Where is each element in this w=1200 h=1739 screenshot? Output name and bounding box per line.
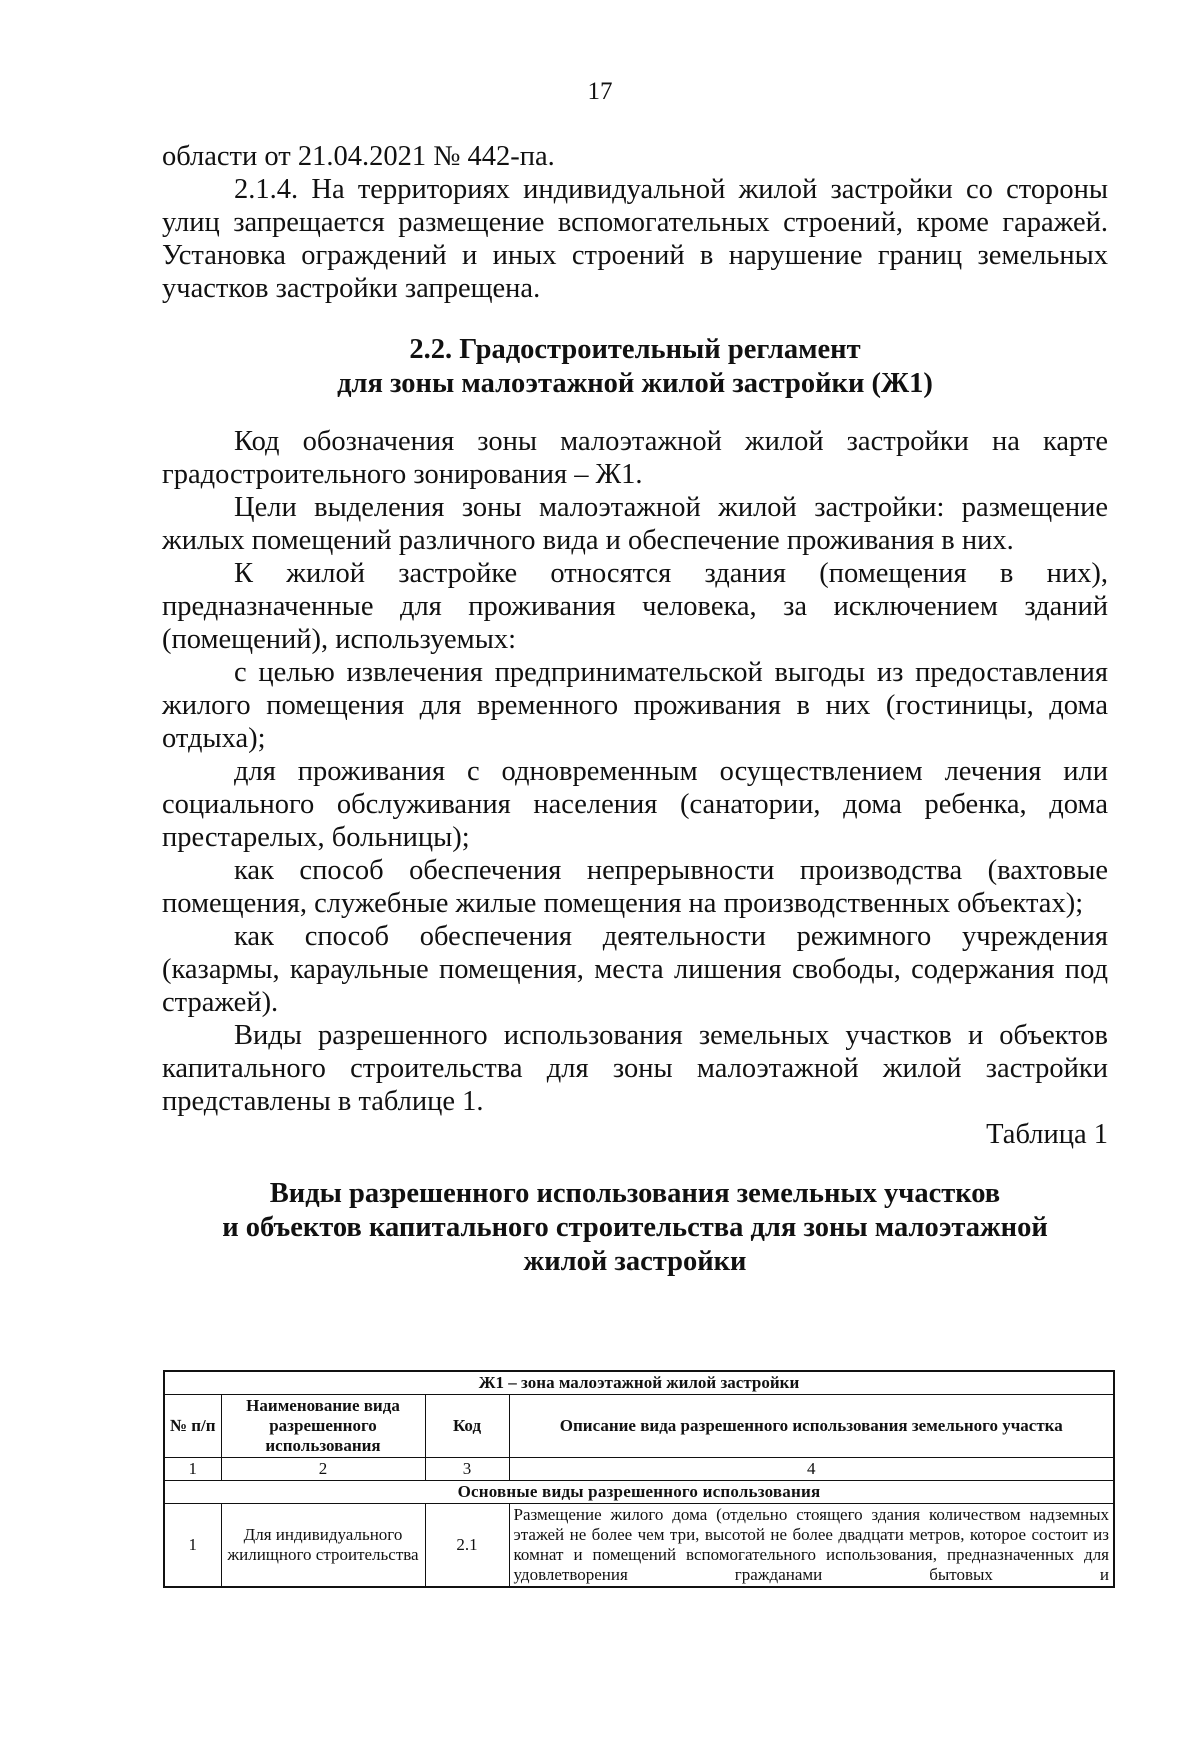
table-title-line3: жилой застройки	[523, 1246, 747, 1277]
header-num: № п/п	[164, 1395, 221, 1458]
column-number-1: 1	[164, 1458, 221, 1481]
header-desc: Описание вида разрешенного использования земельного участка	[509, 1395, 1114, 1458]
column-number-2: 2	[221, 1458, 425, 1481]
row-name: Для индивидуального жилищного строительства	[221, 1504, 425, 1588]
document-body	[162, 140, 1108, 1279]
section-heading-line2: для зоны малоэтажной жилой застройки (Ж1)	[337, 368, 933, 399]
paragraph-exclusion-2: для проживания с одновременным осуществлением лечения или социального обслуживания населения (санатории, дома ребенка, дома престарелых, больницы);	[162, 756, 1108, 853]
paragraph-2-1-4: 2.1.4. На территориях индивидуальной жилой застройки со стороны улиц запрещается размещение вспомогательных строений, кроме гаражей. Установка ограждений и иных строений в нарушение границ земельных участков застройки запрещена.	[162, 174, 1108, 304]
paragraph-exclusion-4: как способ обеспечения деятельности режимного учреждения (казармы, караульные помещения, места лишения свободы, содержания под стражей).	[162, 921, 1108, 1018]
row-code: 2.1	[425, 1504, 509, 1588]
table-header-row	[164, 1395, 1114, 1458]
paragraph-residential-definition: К жилой застройке относятся здания (помещения в них), предназначенные для проживания человека, за исключением зданий (помещений), используемых:	[162, 558, 1108, 655]
page-number: 17	[587, 78, 613, 105]
table-row	[164, 1504, 1114, 1588]
column-number-3: 3	[425, 1458, 509, 1481]
section-heading	[162, 333, 1108, 401]
table-title	[162, 1177, 1108, 1279]
header-name: Наименование вида разрешенного использования	[221, 1395, 425, 1458]
paragraph-zone-code: Код обозначения зоны малоэтажной жилой застройки на карте градостроительного зонирования – Ж1.	[162, 426, 1108, 490]
table-column-numbers-row	[164, 1458, 1114, 1481]
paragraph-table-reference: Виды разрешенного использования земельных участков и объектов капитального строительства для зоны малоэтажной жилой застройки представлены в таблице 1.	[162, 1020, 1108, 1117]
paragraph-zone-goals: Цели выделения зоны малоэтажной жилой застройки: размещение жилых помещений различного вида и обеспечение проживания в них.	[162, 492, 1108, 556]
section-heading-line1: 2.2. Градостроительный регламент	[409, 334, 861, 365]
permitted-use-table	[163, 1370, 1115, 1588]
table-group-title: Основные виды разрешенного использования	[164, 1481, 1114, 1504]
table-title-line1: Виды разрешенного использования земельных участков	[269, 1178, 1001, 1209]
paragraph-continuation: области от 21.04.2021 № 442-па.	[162, 141, 555, 172]
column-number-4: 4	[509, 1458, 1114, 1481]
paragraph-exclusion-3: как способ обеспечения непрерывности производства (вахтовые помещения, служебные жилые помещения на производственных объектах);	[162, 855, 1108, 919]
table-group-row	[164, 1481, 1114, 1504]
table-zone-title: Ж1 – зона малоэтажной жилой застройки	[164, 1371, 1114, 1395]
table-zone-row	[164, 1371, 1114, 1395]
row-num: 1	[164, 1504, 221, 1588]
row-desc: Размещение жилого дома (отдельно стоящего здания количеством надземных этажей не более чем три, высотой не более двадцати метров, которое состоит из комнат и помещений вспомогательного использования, предназначенных для удовлетворения гражданами бытовых и	[509, 1504, 1114, 1588]
header-code: Код	[425, 1395, 509, 1458]
table-title-line2: и объектов капитального строительства для зоны малоэтажной	[222, 1212, 1048, 1243]
paragraph-exclusion-1: с целью извлечения предпринимательской выгоды из предоставления жилого помещения для временного проживания в них (гостиницы, дома отдыха);	[162, 657, 1108, 754]
table-caption: Таблица 1	[986, 1119, 1108, 1150]
